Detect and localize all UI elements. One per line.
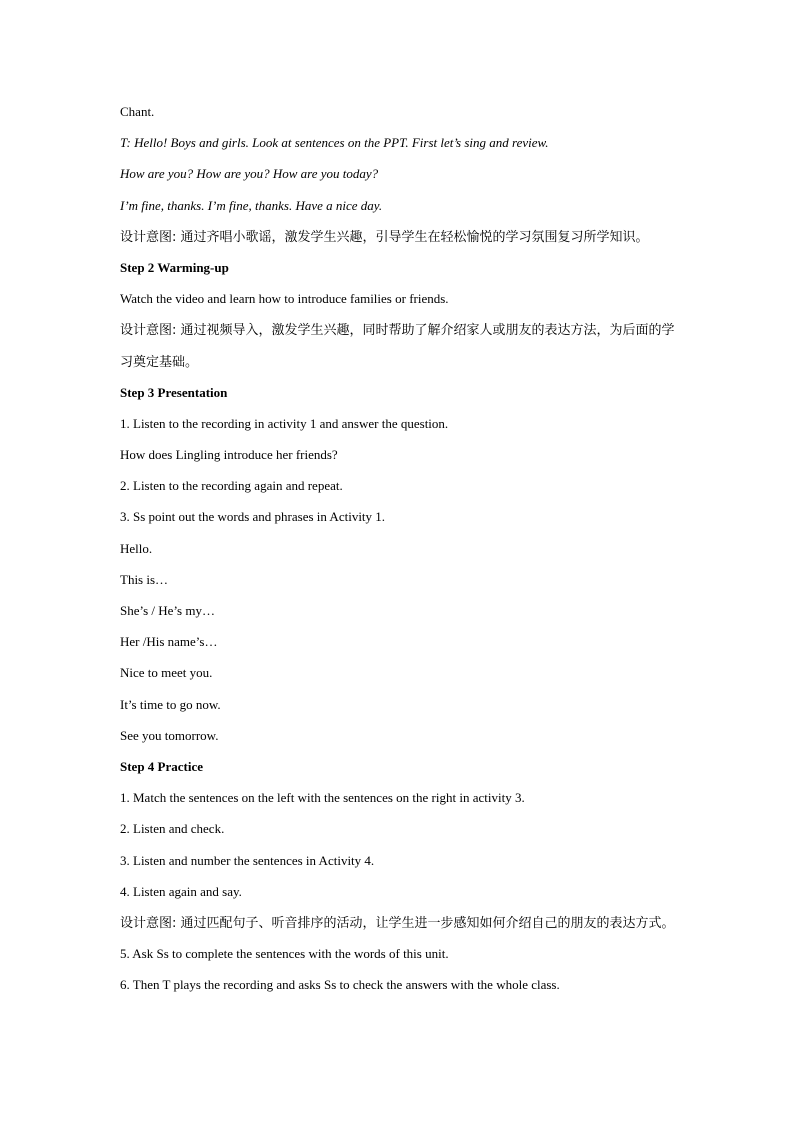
step-heading: Step 4 Practice [120,758,204,774]
phrase-item: See you tomorrow. [120,727,219,743]
phrase-item: Nice to meet you. [120,665,213,681]
step-heading: Step 3 Presentation [120,384,228,400]
text-line: 1. Match the sentences on the left with the sentences on the right in activity 3. [120,790,525,806]
text-line: Watch the video and learn how to introduce families or friends. [120,291,449,307]
text-line: 2. Listen and check. [120,821,225,837]
text-line: 1. Listen to the recording in activity 1 and answer the question. [120,415,449,431]
phrase-item: It’s time to go now. [120,696,221,712]
design-intent-note: 设计意图: 通过齐唱小歌谣，激发学生兴趣，引导学生在轻松愉悦的学习氛围复习所学知识。 [120,229,649,245]
phrase-item: Her /His name’s… [120,634,218,650]
design-intent-note: 设计意图: 通过匹配句子、听音排序的活动，让学生进一步感知如何介绍自己的朋友的表达方式。 [120,915,675,931]
text-line-dialogue: T: Hello! Boys and girls. Look at sentences on the PPT. First let’s sing and review. [120,135,549,151]
phrase-item: This is… [120,571,169,587]
phrase-item: She’s / He’s my… [120,603,215,619]
text-line: 4. Listen again and say. [120,883,242,899]
text-line-chant: How are you? How are you? How are you today? [120,166,379,182]
text-line: 3. Listen and number the sentences in Activity 4. [120,852,375,868]
text-line: 5. Ask Ss to complete the sentences with the words of this unit. [120,946,449,962]
step-heading: Step 2 Warming-up [120,259,229,275]
design-intent-note: 设计意图: 通过视频导入，激发学生兴趣，同时帮助了解介绍家人或朋友的表达方法，为后面的学习奠定基础。 [120,323,675,370]
text-line-chant: I’m fine, thanks. I’m fine, thanks. Have a nice day. [120,197,383,213]
text-line: 3. Ss point out the words and phrases in Activity 1. [120,509,386,525]
document-body [120,102,680,1007]
phrase-item: Hello. [120,540,153,556]
text-line: Chant. [120,104,155,119]
text-line: 6. Then T plays the recording and asks Ss to check the answers with the whole class. [120,977,560,993]
text-line: How does Lingling introduce her friends? [120,447,338,463]
text-line: 2. Listen to the recording again and repeat. [120,478,343,494]
